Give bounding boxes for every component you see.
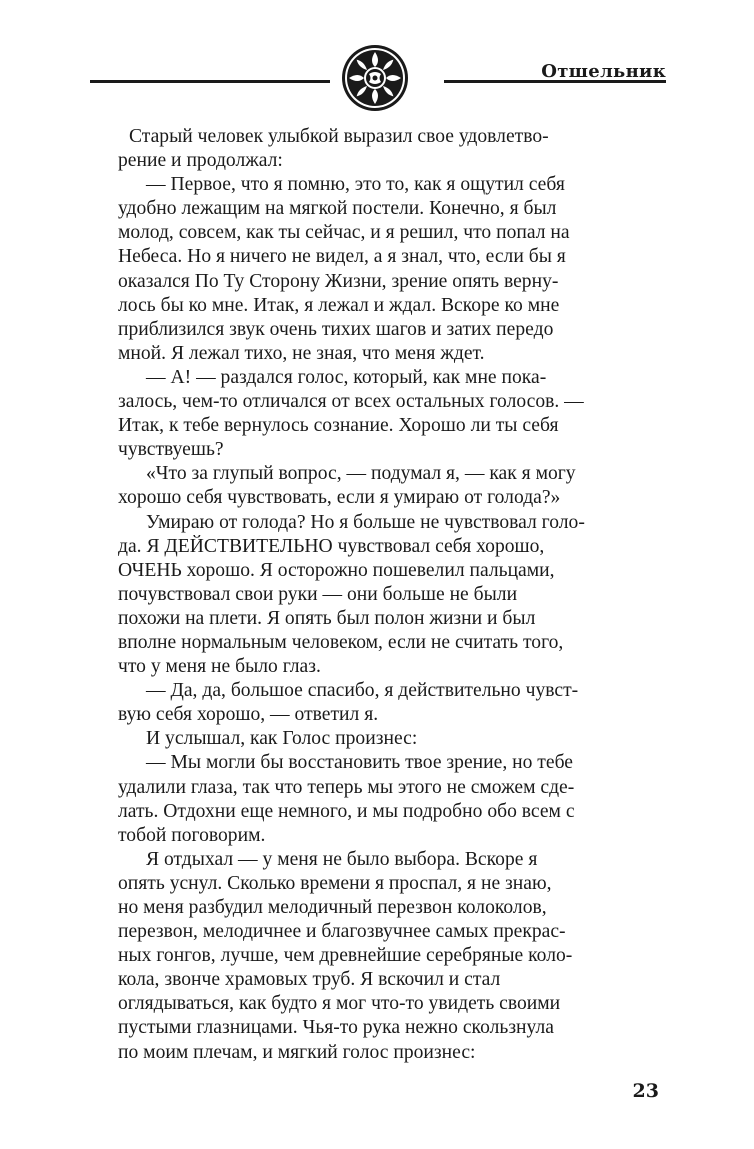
text-line: кола, звонче храмовых труб. Я вскочил и стал <box>118 969 501 991</box>
text-line: ных гонгов, лучше, чем древнейшие серебряные коло- <box>118 945 573 967</box>
dharma-wheel-ornament-icon <box>340 43 410 113</box>
running-head-title: Отшельник <box>541 61 666 82</box>
text-line: опять уснул. Сколько времени я проспал, я не знаю, <box>118 872 552 894</box>
text-line: оглядываться, как будто я мог что-то увидеть своими <box>118 993 561 1015</box>
header-rule-left <box>90 80 330 83</box>
text-line: Я отдыхал — у меня не было выбора. Вскоре я <box>146 848 538 870</box>
text-line: вую себя хорошо, — ответил я. <box>118 704 379 726</box>
text-line: что у меня не было глаз. <box>118 656 321 678</box>
text-line: лать. Отдохни еще немного, и мы подробно обо всем с <box>118 800 575 822</box>
text-line: мной. Я лежал тихо, не зная, что меня ждет. <box>118 342 485 364</box>
text-line: похожи на плети. Я опять был полон жизни и был <box>118 607 536 629</box>
text-line: но меня разбудил мелодичный перезвон колоколов, <box>118 897 547 918</box>
text-line: Итак, к тебе вернулось сознание. Хорошо ли ты себя <box>118 415 559 437</box>
text-line: оказался По Ту Сторону Жизни, зрение опять верну- <box>118 270 559 292</box>
text-line: — Первое, что я помню, это то, как я ощутил себя <box>146 174 565 196</box>
text-line: Небеса. Но я ничего не видел, а я знал, что, если бы я <box>118 246 566 268</box>
page-number: 23 <box>632 1080 659 1102</box>
text-line: — А! — раздался голос, который, как мне пока- <box>146 366 547 388</box>
text-line: рение и продолжал: <box>118 150 283 172</box>
text-line: — Мы могли бы восстановить твое зрение, но тебе <box>146 752 573 774</box>
body-text <box>118 125 630 1065</box>
text-line: тобой поговорим. <box>118 824 266 846</box>
text-line: хорошо себя чувствовать, если я умираю от голода?» <box>118 487 561 509</box>
text-line: лось бы ко мне. Итак, я лежал и ждал. Вскоре ко мне <box>118 294 560 316</box>
text-line: удалили глаза, так что теперь мы этого не сможем сде- <box>118 776 575 798</box>
text-line: по моим плечам, и мягкий голос произнес: <box>118 1041 476 1063</box>
text-line: Умираю от голода? Но я больше не чувствовал голо- <box>146 511 585 533</box>
text-line: удобно лежащим на мягкой постели. Конечно, я был <box>118 198 557 220</box>
text-line: чувствуешь? <box>118 439 224 461</box>
text-line: ОЧЕНЬ хорошо. Я осторожно пошевелил пальцами, <box>118 559 555 581</box>
text-line: И услышал, как Голос произнес: <box>146 728 418 750</box>
text-line: Старый человек улыбкой выразил свое удовлетво- <box>129 126 549 147</box>
text-line: приблизился звук очень тихих шагов и затих передо <box>118 318 554 340</box>
text-line: пустыми глазницами. Чья-то рука нежно скользнула <box>118 1017 554 1039</box>
text-line: перезвон, мелодичнее и благозвучнее самых прекрас- <box>118 921 566 943</box>
text-line: да. Я ДЕЙСТВИТЕЛЬНО чувствовал себя хорошо, <box>118 535 545 557</box>
text-line: молод, совсем, как ты сейчас, и я решил, что попал на <box>118 222 570 244</box>
text-line: почувствовал свои руки — они больше не были <box>118 583 518 605</box>
text-line: — Да, да, большое спасибо, я действительно чувст- <box>146 680 579 702</box>
text-line: «Что за глупый вопрос, — подумал я, — как я могу <box>146 463 576 485</box>
text-line: залось, чем-то отличался от всех остальных голосов. — <box>118 391 584 413</box>
text-line: вполне нормальным человеком, если не считать того, <box>118 631 564 653</box>
